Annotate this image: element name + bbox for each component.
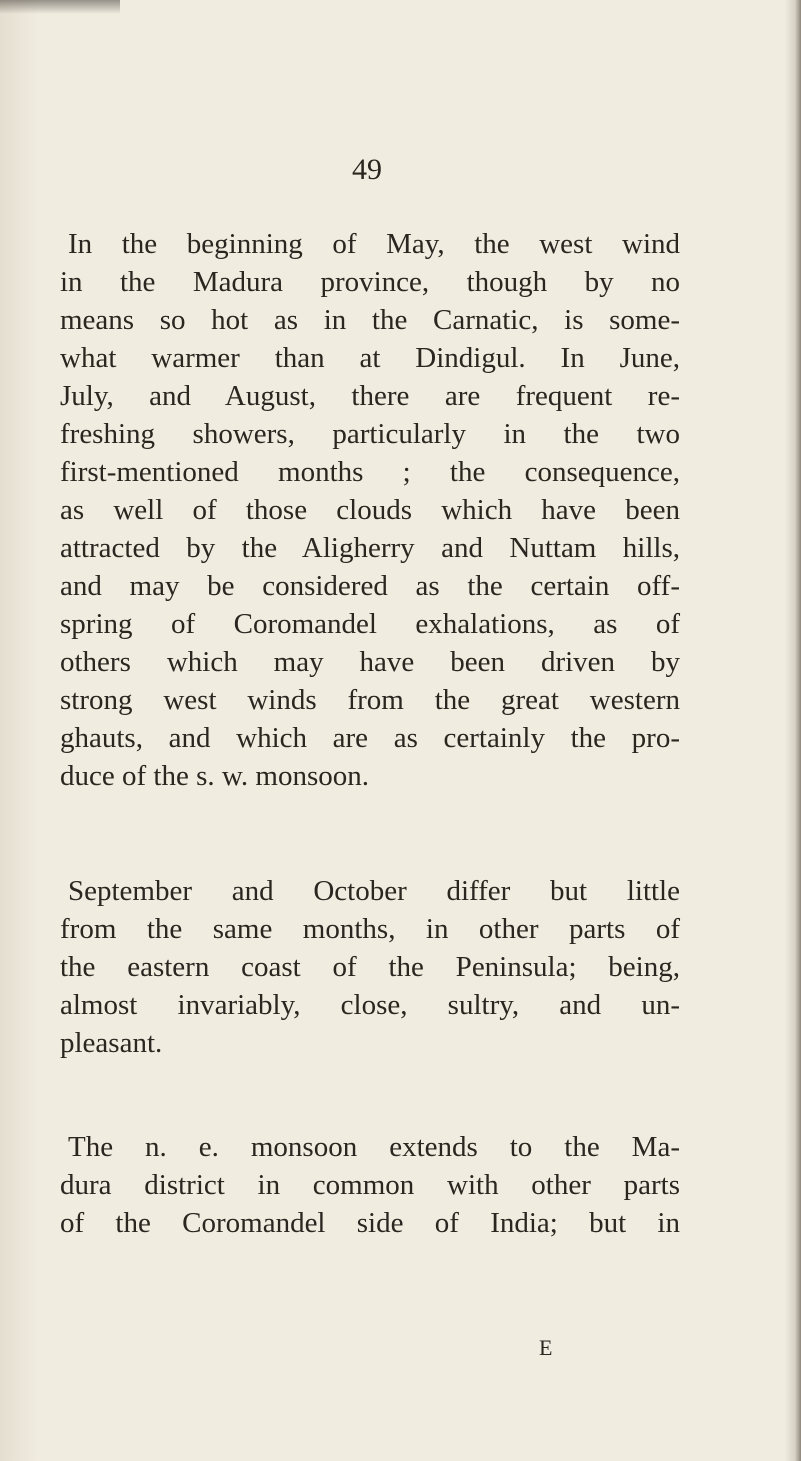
page-edge-shadow [0,0,120,14]
text-line: in the Madura province, though by no [60,266,680,298]
text-line: duce of the s. w. monsoon. [60,760,370,792]
text-line: freshing showers, particularly in the two [60,418,680,450]
text-line: pleasant. [60,1027,163,1059]
text-line: the eastern coast of the Peninsula; being, [60,951,680,983]
text-line: strong west winds from the great western [60,684,680,716]
text-line: The n. e. monsoon extends to the Ma- [68,1131,680,1163]
paragraph-2 [60,872,680,1062]
text-line: as well of those clouds which have been [60,494,680,526]
text-line: first-mentioned months ; the consequence, [60,456,680,488]
paragraph-3 [60,1128,680,1242]
signature-mark: E [539,1335,553,1360]
text-line: July, and August, there are frequent re- [60,380,680,412]
text-line: dura district in common with other parts [60,1169,680,1201]
text-line: means so hot as in the Carnatic, is some- [60,304,680,336]
paragraph-gap [60,1062,680,1128]
paragraph-gap [60,795,680,872]
body-text [60,225,680,1242]
text-line: others which may have been driven by [60,646,680,678]
text-line: In the beginning of May, the west wind [68,228,680,260]
text-line: attracted by the Aligherry and Nuttam hills, [60,532,680,564]
text-line: ghauts, and which are as certainly the pro- [60,722,680,754]
paragraph-1 [60,225,680,795]
text-line: September and October differ but little [68,875,680,907]
text-line: what warmer than at Dindigul. In June, [60,342,680,374]
text-line: almost invariably, close, sultry, and un- [60,989,680,1021]
page-number: 49 [352,153,382,186]
text-line: and may be considered as the certain off- [60,570,680,602]
text-line: from the same months, in other parts of [60,913,680,945]
text-line: of the Coromandel side of India; but in [60,1207,680,1239]
text-line: spring of Coromandel exhalations, as of [60,608,680,640]
